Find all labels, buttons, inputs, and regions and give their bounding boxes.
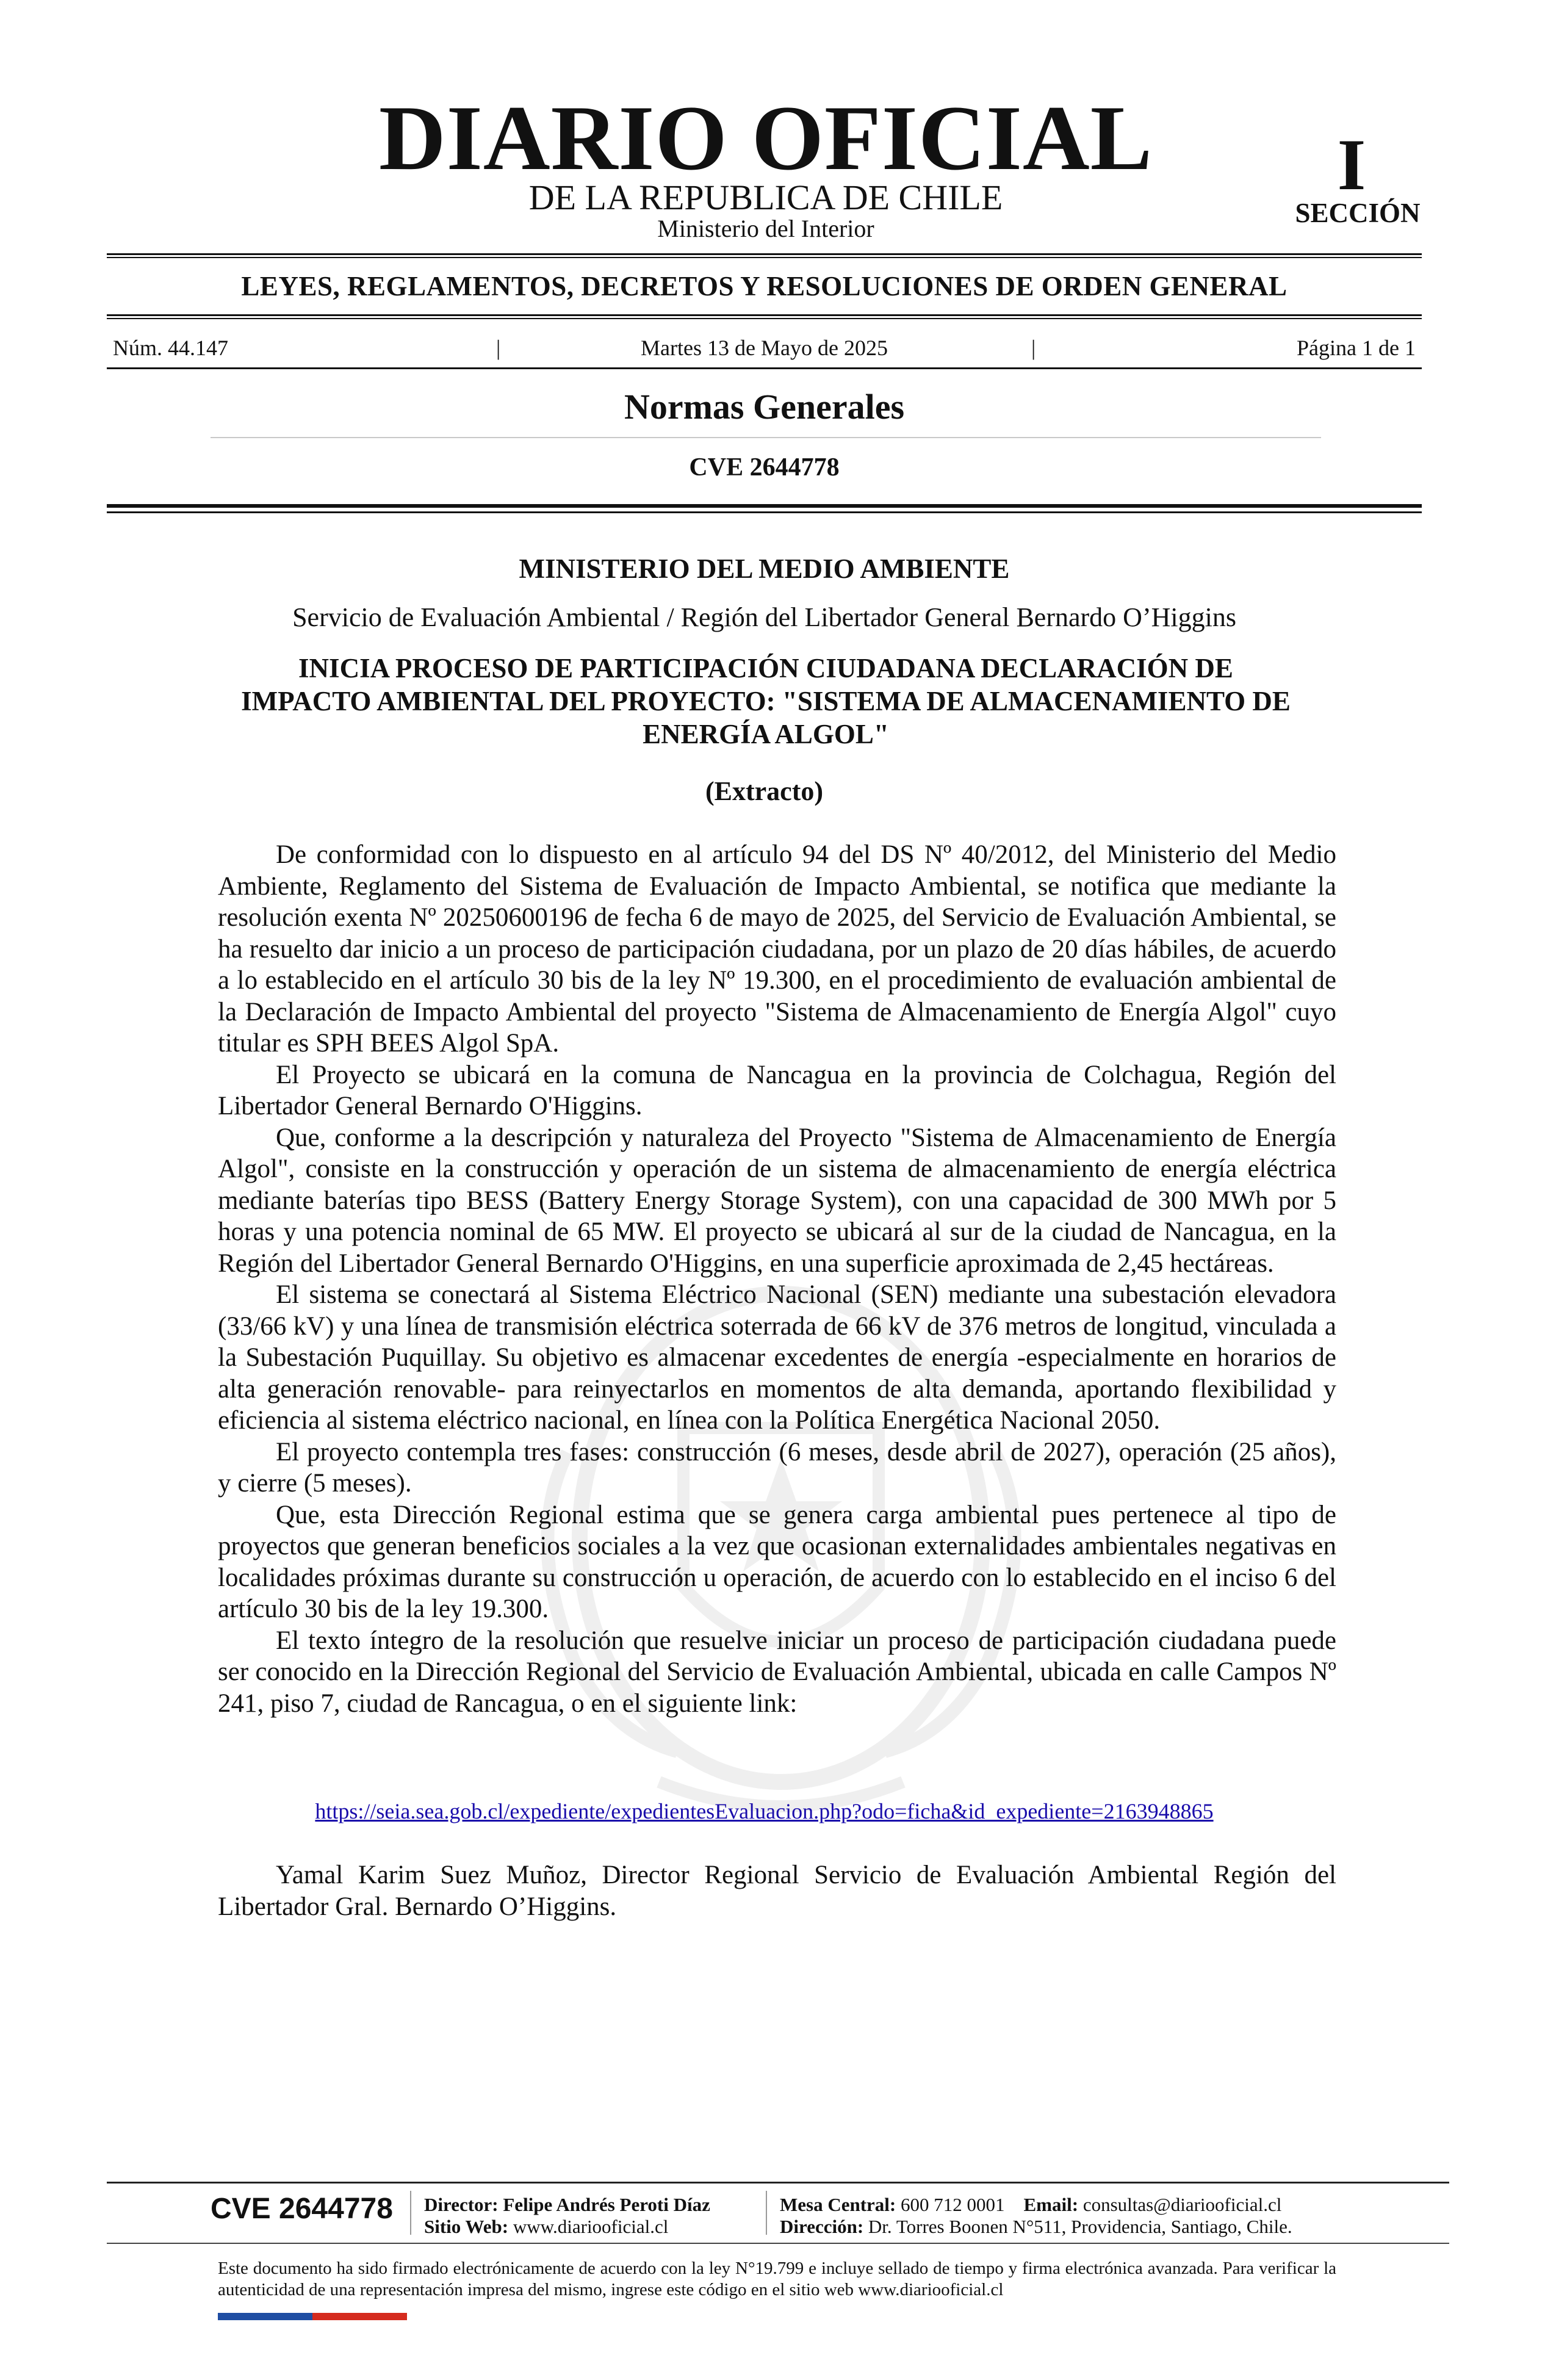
separator: | bbox=[496, 336, 501, 360]
document-title-line: ENERGÍA ALGOL" bbox=[643, 719, 889, 749]
issue-number: Núm. 44.147 bbox=[113, 336, 228, 360]
phone-label: Mesa Central: bbox=[780, 2194, 896, 2215]
ministry-line: Ministerio del Interior bbox=[657, 215, 874, 242]
issuing-service: Servicio de Evaluación Ambiental / Región del Libertador General Bernardo O’Higgins bbox=[292, 602, 1236, 632]
footer-contact-info bbox=[780, 2194, 1292, 2238]
address-label: Dirección: bbox=[780, 2216, 864, 2237]
director-name: Felipe Andrés Peroti Díaz bbox=[503, 2194, 710, 2215]
page-number: Página 1 de 1 bbox=[1297, 336, 1416, 360]
separator: | bbox=[1031, 336, 1036, 360]
footer-separator bbox=[766, 2191, 767, 2235]
footer-divider bbox=[107, 2182, 1449, 2183]
website-label: Sitio Web: bbox=[424, 2216, 509, 2237]
extract-label: (Extracto) bbox=[705, 776, 823, 806]
footer-separator bbox=[410, 2191, 411, 2235]
phone-value: 600 712 0001 bbox=[901, 2194, 1005, 2215]
issuing-ministry: MINISTERIO DEL MEDIO AMBIENTE bbox=[519, 554, 1010, 584]
expediente-link[interactable]: https://seia.sea.gob.cl/expediente/expedientesEvaluacion.php?odo=ficha&id_expediente=2163948865 bbox=[315, 1799, 1214, 1823]
section-label: SECCIÓN bbox=[1295, 198, 1421, 228]
issue-date: Martes 13 de Mayo de 2025 bbox=[641, 336, 888, 360]
email-label: Email: bbox=[1023, 2194, 1079, 2215]
director-label: Director: bbox=[424, 2194, 499, 2215]
section-number: I bbox=[1337, 124, 1366, 205]
divider bbox=[107, 253, 1422, 255]
address-value: Dr. Torres Boonen N°511, Providencia, Santiago, Chile. bbox=[868, 2216, 1292, 2237]
footer-divider bbox=[107, 2243, 1449, 2244]
body-paragraph: Que, conforme a la descripción y naturaleza del Proyecto "Sistema de Almacenamiento de Energía Algol", consiste en la construcción y operación de un sistema de almacenamiento de energía eléctrica mediante baterías tipo BESS (Battery Energy Storage System), con una capacidad de 300 MWh por 5 horas y una potencia nominal de 65 MW. El proyecto se ubicará al sur de la ciudad de Nancagua, en la Región del Libertador General Bernardo O'Higgins, en una superficie aproximada de 2,45 hectáreas. bbox=[218, 1123, 1336, 1278]
document-title bbox=[201, 652, 1330, 751]
newspaper-subtitle: DE LA REPUBLICA DE CHILE bbox=[528, 178, 1003, 217]
category-title: Normas Generales bbox=[624, 387, 905, 427]
body-paragraph: El proyecto contempla tres fases: construcción (6 meses, desde abril de 2027), operación (25 años), y cierre (5 meses). bbox=[218, 1437, 1336, 1498]
signature-block bbox=[218, 1859, 1336, 1922]
flag-stripe-red bbox=[312, 2313, 407, 2320]
divider bbox=[107, 314, 1422, 316]
divider bbox=[107, 504, 1422, 508]
divider bbox=[211, 437, 1321, 438]
flag-stripe-blue bbox=[218, 2313, 312, 2320]
newspaper-title: DIARIO OFICIAL bbox=[378, 87, 1153, 189]
divider bbox=[107, 318, 1422, 319]
email-value: consultas@diariooficial.cl bbox=[1082, 2194, 1282, 2215]
signature-text: Yamal Karim Suez Muñoz, Director Regional Servicio de Evaluación Ambiental Región del Libertador Gral. Bernardo O’Higgins. bbox=[218, 1861, 1336, 1921]
body-paragraph: Que, esta Dirección Regional estima que se genera carga ambiental pues pertenece al tipo de proyectos que generan beneficios sociales a la vez que ocasionan externalidades ambientales negativas en localidades próximas durante su construcción u operación, de acuerdo con lo establecido en el inciso 6 del artículo 30 bis de la ley 19.300. bbox=[218, 1500, 1336, 1623]
footer-director-info bbox=[424, 2194, 710, 2238]
body-paragraph: El Proyecto se ubicará en la comuna de Nancagua en la provincia de Colchagua, Región del Libertador General Bernardo O'Higgins. bbox=[218, 1060, 1336, 1120]
footer-authenticity-note: Este documento ha sido firmado electrónicamente de acuerdo con la ley N°19.799 e incluye sellado de tiempo y firma electrónica avanzada. Para verificar la autenticidad de una representación impresa del mismo, ingrese este código en el sitio web www.diariooficial.cl bbox=[218, 2259, 1336, 2299]
section-heading: LEYES, REGLAMENTOS, DECRETOS Y RESOLUCIONES DE ORDEN GENERAL bbox=[241, 271, 1288, 301]
body-paragraph: El sistema se conectará al Sistema Eléctrico Nacional (SEN) mediante una subestación elevadora (33/66 kV) y una línea de transmisión eléctrica soterrada de 66 kV de 376 metros de longitud, vinculada a la Subestación Puquillay. Su objetivo es almacenar excedentes de energía -especialmente en horarios de alta generación renovable- para reinyectarlos en momentos de alta demanda, aportando flexibilidad y eficiencia al sistema eléctrico nacional, en línea con la Política Energética Nacional 2050. bbox=[218, 1280, 1336, 1435]
body-paragraph: De conformidad con lo dispuesto en al artículo 94 del DS Nº 40/2012, del Ministerio del Medio Ambiente, Reglamento del Sistema de Evaluación de Impacto Ambiental, se notifica que mediante la resolución exenta Nº 20250600196 de fecha 6 de mayo de 2025, del Servicio de Evaluación Ambiental, se ha resuelto dar inicio a un proceso de participación ciudadana, por un plazo de 20 días hábiles, de acuerdo a lo establecido en el artículo 30 bis de la ley Nº 19.300, en el procedimiento de evaluación ambiental de la Declaración de Impacto Ambiental del proyecto "Sistema de Almacenamiento de Energía Algol" cuyo titular es SPH BEES Algol SpA. bbox=[218, 840, 1336, 1058]
document-body bbox=[218, 839, 1336, 1719]
document-title-line: IMPACTO AMBIENTAL DEL PROYECTO: "SISTEMA DE ALMACENAMIENTO DE bbox=[241, 686, 1291, 716]
body-paragraph: El texto íntegro de la resolución que resuelve iniciar un proceso de participación ciudadana puede ser conocido en la Dirección Regional del Servicio de Evaluación Ambiental, ubicada en calle Campos Nº 241, piso 7, ciudad de Rancagua, o en el siguiente link: bbox=[218, 1626, 1336, 1718]
website-value: www.diariooficial.cl bbox=[513, 2216, 669, 2237]
document-title-line: INICIA PROCESO DE PARTICIPACIÓN CIUDADANA DECLARACIÓN DE bbox=[298, 653, 1233, 683]
issue-info-bar bbox=[107, 336, 1422, 360]
link-container bbox=[107, 1800, 1422, 1822]
cve-code: CVE 2644778 bbox=[689, 453, 840, 481]
divider bbox=[107, 367, 1422, 369]
footer-cve-code: CVE 2644778 bbox=[211, 2193, 393, 2225]
divider bbox=[107, 511, 1422, 513]
divider bbox=[107, 257, 1422, 258]
